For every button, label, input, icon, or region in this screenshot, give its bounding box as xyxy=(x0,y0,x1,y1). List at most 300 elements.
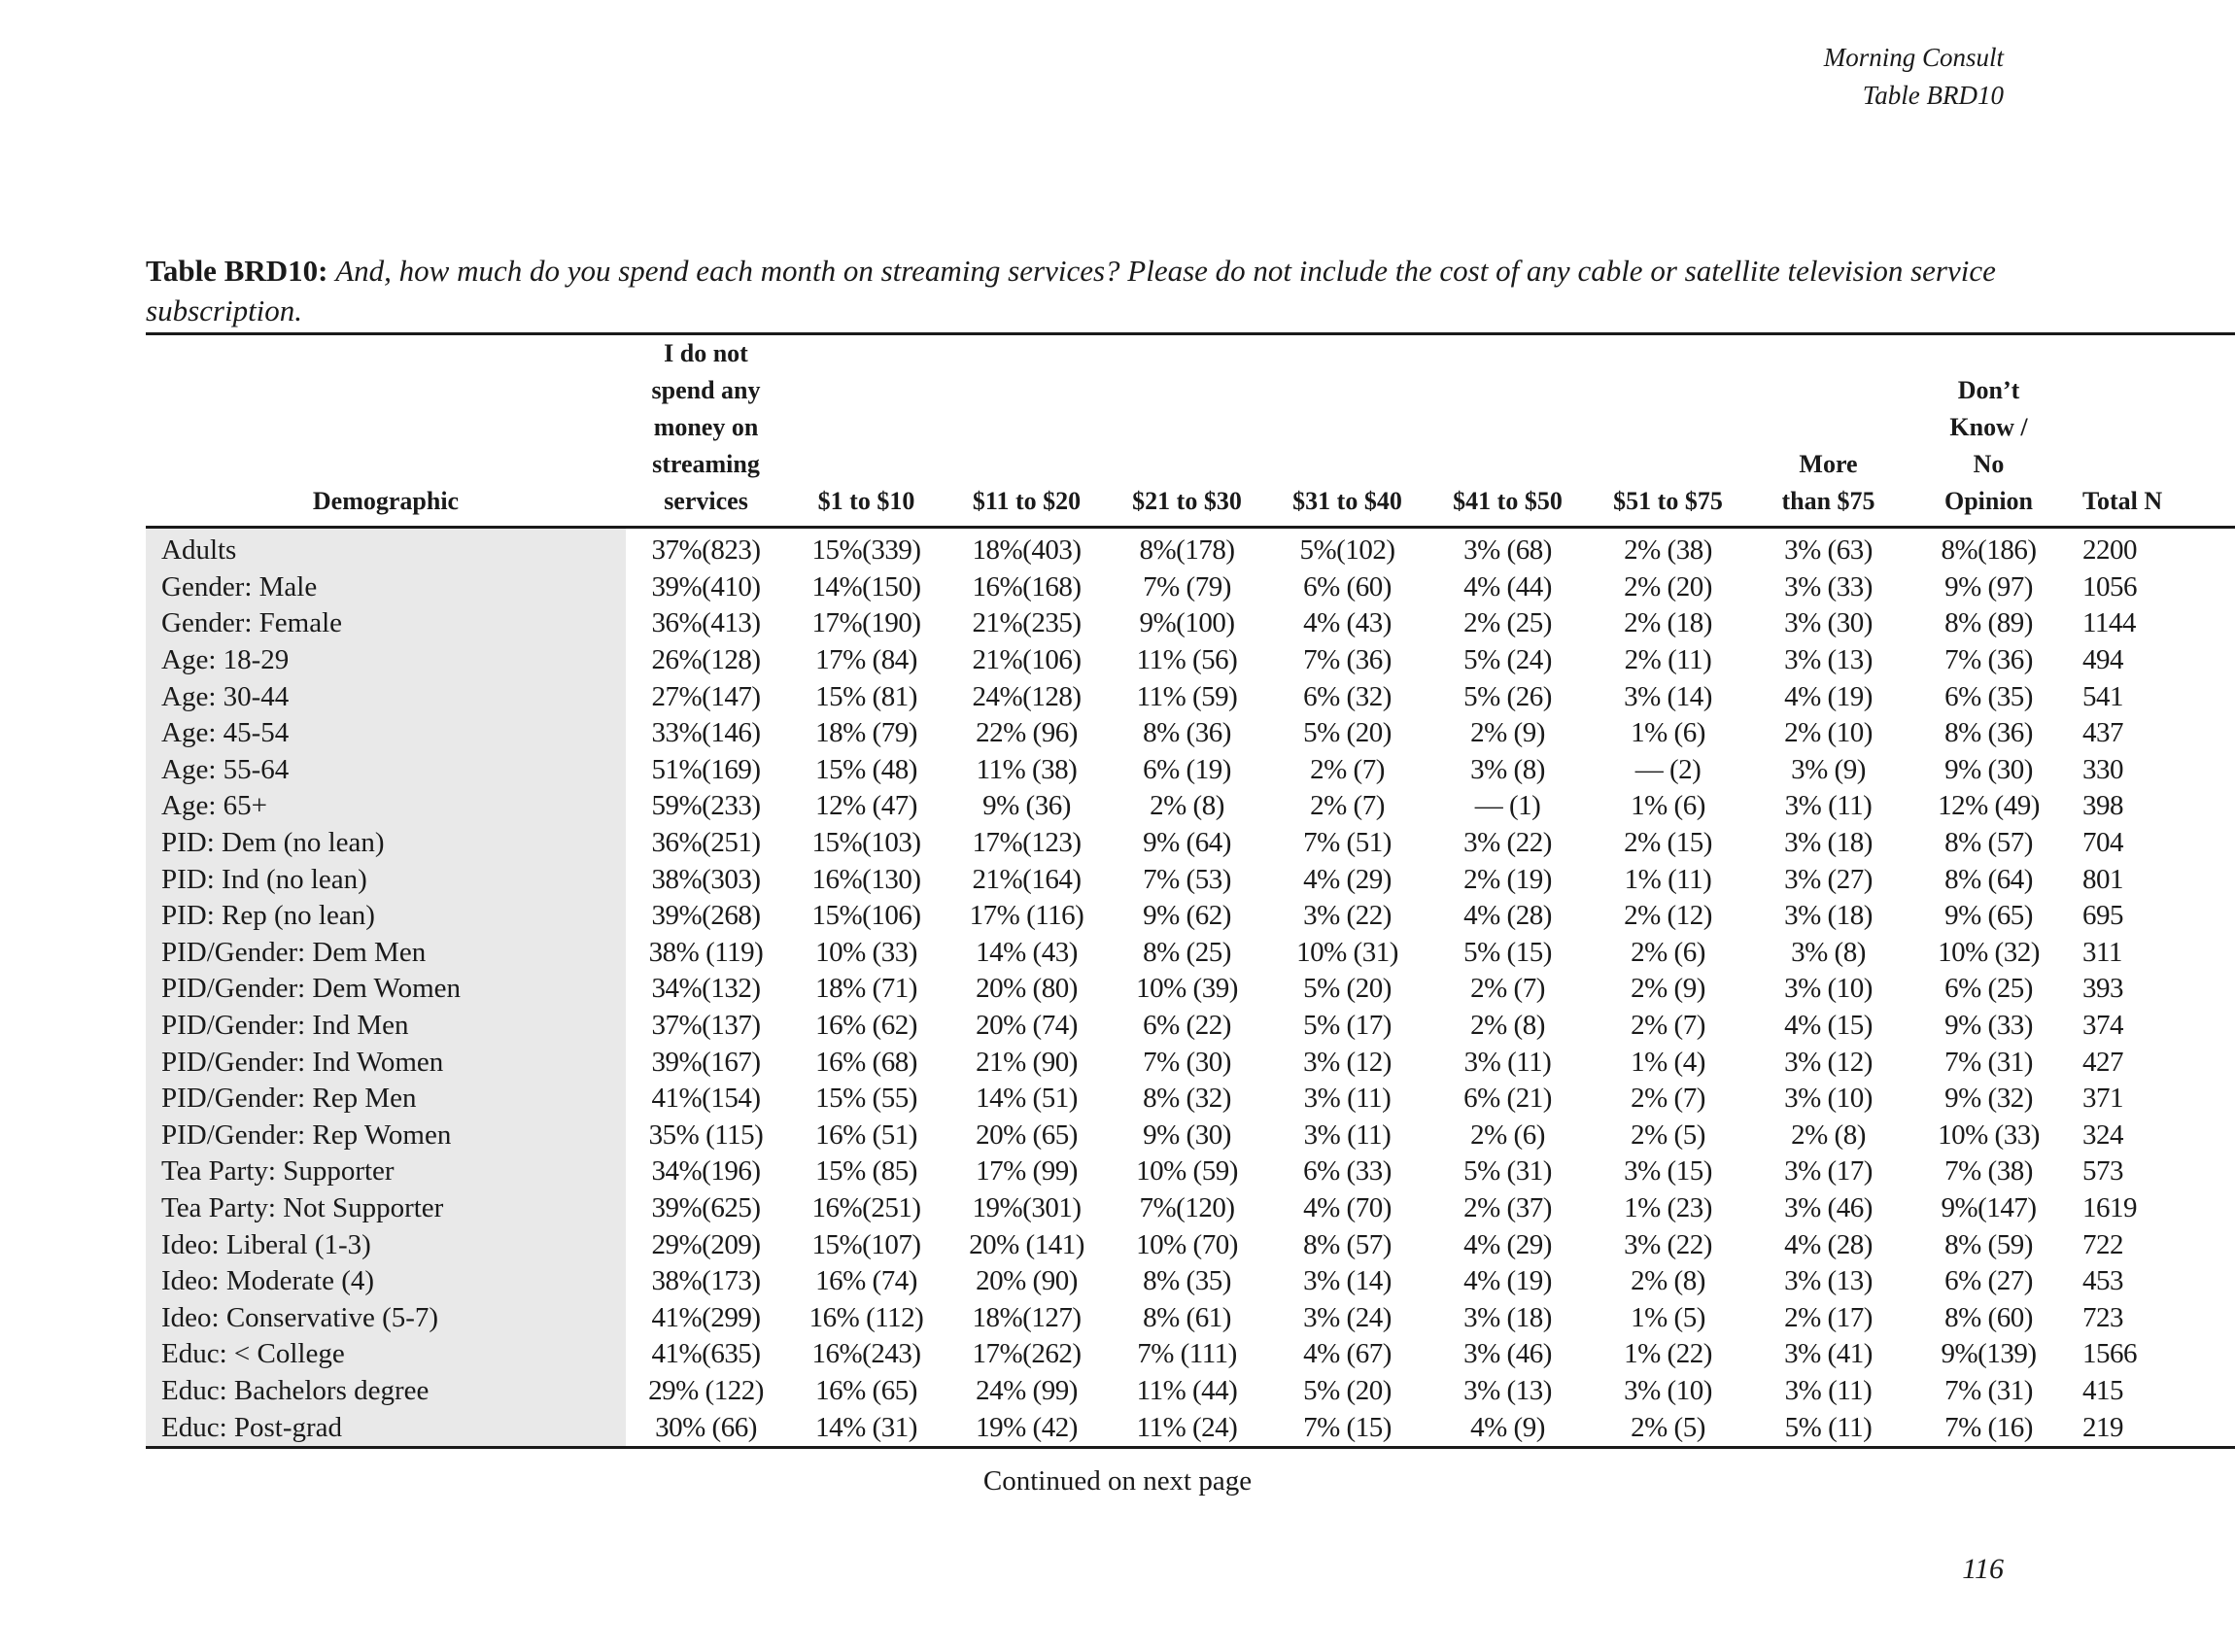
table-cell: 18% (71) xyxy=(815,973,917,1005)
table-row xyxy=(146,1263,2235,1300)
table-cell: 1144 xyxy=(2082,607,2136,639)
row-label: Gender: Male xyxy=(146,569,626,606)
table-cell: 2% (38) xyxy=(1624,534,1712,567)
table-cell: 704 xyxy=(2082,827,2123,859)
table-cell: 415 xyxy=(2082,1374,2123,1406)
table-cell: 16% (112) xyxy=(808,1301,924,1333)
table-cell: 393 xyxy=(2082,973,2123,1005)
row-label: Age: 18-29 xyxy=(146,642,626,679)
table-cell: 9% (32) xyxy=(1944,1083,2033,1115)
table-cell: 7% (51) xyxy=(1303,827,1392,859)
table-cell: 1% (6) xyxy=(1631,717,1705,749)
table-title-question: And, how much do you spend each month on streaming services? Please do not include the cost of any cable or satellite television service subscription. xyxy=(146,254,1996,327)
table-cell: 2% (6) xyxy=(1631,936,1705,968)
table-cell: 11% (38) xyxy=(976,753,1078,785)
table-cell: 30% (66) xyxy=(626,1409,786,1447)
table-row xyxy=(146,605,2235,642)
table-cell: 427 xyxy=(2082,1046,2123,1078)
table-cell: 723 xyxy=(2082,1301,2123,1333)
table-cell: 7% (15) xyxy=(1267,1409,1427,1447)
table-cell: 3% (13) xyxy=(1463,1374,1552,1406)
table-cell: 18%(127) xyxy=(972,1301,1082,1333)
table-cell: 10% (39) xyxy=(1136,973,1238,1005)
row-label: Ideo: Liberal (1-3) xyxy=(146,1226,626,1263)
table-cell: 7% (79) xyxy=(1143,570,1231,602)
table-cell: 4% (28) xyxy=(1463,900,1552,932)
table-cell: 37%(137) xyxy=(651,1010,761,1042)
table-cell: 5% (11) xyxy=(1748,1409,1908,1447)
table-cell: 3% (46) xyxy=(1463,1338,1552,1370)
table-cell: 3% (46) xyxy=(1784,1191,1873,1223)
table-cell: 9% (33) xyxy=(1944,1010,2033,1042)
table-cell: 15%(103) xyxy=(811,827,921,859)
table-cell: 8% (57) xyxy=(1303,1228,1392,1260)
row-label: PID/Gender: Dem Women xyxy=(146,971,626,1008)
table-cell: 3% (12) xyxy=(1303,1046,1392,1078)
table-cell: 6% (32) xyxy=(1303,680,1392,712)
table-cell: 20% (90) xyxy=(976,1265,1078,1297)
table-cell: 14% (31) xyxy=(786,1409,946,1447)
table-cell: 3% (13) xyxy=(1784,644,1873,676)
table-cell: 11% (59) xyxy=(1136,680,1238,712)
table-cell: 4% (29) xyxy=(1463,1228,1552,1260)
table-cell: 1% (23) xyxy=(1624,1191,1712,1223)
table-cell: 38%(303) xyxy=(651,863,761,895)
table-cell: 6% (35) xyxy=(1944,680,2033,712)
table-cell: 4% (44) xyxy=(1463,570,1552,602)
table-cell: 10% (70) xyxy=(1136,1228,1238,1260)
table-cell: 16% (51) xyxy=(815,1119,917,1151)
table-cell: 2% (20) xyxy=(1624,570,1712,602)
table-cell: 1% (11) xyxy=(1624,863,1712,895)
header-company: Morning Consult xyxy=(1823,43,2004,72)
row-label: PID/Gender: Rep Men xyxy=(146,1081,626,1118)
table-cell: 10% (31) xyxy=(1296,936,1398,968)
table-cell: 3% (8) xyxy=(1470,753,1545,785)
table-cell: 9% (64) xyxy=(1143,827,1231,859)
table-cell: 4% (43) xyxy=(1303,607,1392,639)
table-cell: 4% (15) xyxy=(1784,1010,1873,1042)
table-cell: 8% (36) xyxy=(1944,717,2033,749)
table-cell: 19%(301) xyxy=(972,1191,1082,1223)
table-cell: 5% (20) xyxy=(1303,1374,1392,1406)
table-cell: 20% (65) xyxy=(976,1119,1078,1151)
table-cell: 7% (36) xyxy=(1944,644,2033,676)
table-cell: 3% (63) xyxy=(1784,534,1873,567)
table-cell: 8% (57) xyxy=(1944,827,2033,859)
table-row xyxy=(146,1409,2235,1447)
column-header: $11 to $20 xyxy=(946,334,1107,528)
table-cell: 51%(169) xyxy=(651,753,761,785)
table-row xyxy=(146,788,2235,825)
row-label: Adults xyxy=(146,528,626,569)
row-label: Tea Party: Not Supporter xyxy=(146,1190,626,1227)
table-cell: 59%(233) xyxy=(651,790,761,822)
table-cell: 3% (41) xyxy=(1784,1338,1873,1370)
row-label: Educ: Post-grad xyxy=(146,1409,626,1447)
table-cell: 3% (22) xyxy=(1624,1228,1712,1260)
table-cell: 15%(339) xyxy=(811,534,921,567)
table-cell: 17%(123) xyxy=(972,827,1082,859)
table-cell: 17% (99) xyxy=(976,1155,1078,1187)
table-cell: 5% (20) xyxy=(1303,973,1392,1005)
row-label: Ideo: Conservative (5-7) xyxy=(146,1299,626,1336)
column-header: Total N xyxy=(2069,334,2235,528)
column-header: Demographic xyxy=(146,334,626,528)
column-header: $31 to $40 xyxy=(1267,334,1427,528)
table-row xyxy=(146,825,2235,862)
page-number: 116 xyxy=(1962,1553,2004,1585)
table-cell: 2% (8) xyxy=(1150,790,1224,822)
table-cell: 5% (20) xyxy=(1303,717,1392,749)
column-header: More than $75 xyxy=(1748,334,1908,528)
table-cell: 7% (16) xyxy=(1908,1409,2069,1447)
table-cell: 9%(100) xyxy=(1139,607,1235,639)
table-cell: 38%(173) xyxy=(651,1265,761,1297)
table-cell: 34%(196) xyxy=(651,1155,761,1187)
row-label: Educ: < College xyxy=(146,1336,626,1373)
table-cell: 16%(251) xyxy=(811,1191,921,1223)
table-cell: 2% (8) xyxy=(1791,1119,1866,1151)
table-row xyxy=(146,569,2235,606)
table-row xyxy=(146,642,2235,679)
table-cell: 17%(190) xyxy=(811,607,921,639)
table-cell: 10% (33) xyxy=(1938,1119,2040,1151)
table-cell: 3% (10) xyxy=(1784,973,1873,1005)
table-cell: 6% (21) xyxy=(1463,1083,1552,1115)
row-label: Age: 30-44 xyxy=(146,678,626,715)
table-cell: 453 xyxy=(2082,1265,2123,1297)
table-cell: 2% (7) xyxy=(1470,973,1545,1005)
table-cell: 8% (61) xyxy=(1143,1301,1231,1333)
table-cell: 5%(102) xyxy=(1299,534,1395,567)
table-cell: 8% (89) xyxy=(1944,607,2033,639)
table-cell: 3% (30) xyxy=(1784,607,1873,639)
table-row xyxy=(146,1118,2235,1154)
table-cell: 9% (36) xyxy=(982,790,1071,822)
table-cell: 4% (19) xyxy=(1463,1265,1552,1297)
table-row xyxy=(146,971,2235,1008)
table-cell: 1619 xyxy=(2082,1191,2137,1223)
table-cell: 7% (53) xyxy=(1143,863,1231,895)
table-cell: 39%(167) xyxy=(651,1046,761,1078)
table-cell: 6% (27) xyxy=(1944,1265,2033,1297)
table-cell: 3% (10) xyxy=(1624,1374,1712,1406)
table-cell: 722 xyxy=(2082,1228,2123,1260)
table-cell: 20% (80) xyxy=(976,973,1078,1005)
table-cell: 324 xyxy=(2082,1119,2123,1151)
table-cell: 17% (84) xyxy=(815,644,917,676)
table-cell: 541 xyxy=(2082,680,2123,712)
column-header: $21 to $30 xyxy=(1107,334,1267,528)
table-cell: 8% (60) xyxy=(1944,1301,2033,1333)
table-cell: 10% (33) xyxy=(815,936,917,968)
crosstab-table-container xyxy=(146,332,2163,1449)
table-cell: 3% (14) xyxy=(1624,680,1712,712)
table-cell: 2% (19) xyxy=(1463,863,1552,895)
table-title-label: Table BRD10: xyxy=(146,254,328,288)
row-label: PID/Gender: Ind Men xyxy=(146,1008,626,1045)
table-cell: 8%(178) xyxy=(1139,534,1235,567)
table-cell: 38% (119) xyxy=(648,936,764,968)
header-table-ref: Table BRD10 xyxy=(1862,81,2004,110)
table-cell: 1% (6) xyxy=(1631,790,1705,822)
table-cell: 8% (64) xyxy=(1944,863,2033,895)
row-label: Age: 65+ xyxy=(146,788,626,825)
table-cell: 39%(625) xyxy=(651,1191,761,1223)
row-label: PID/Gender: Ind Women xyxy=(146,1044,626,1081)
table-cell: 3% (22) xyxy=(1303,900,1392,932)
table-cell: 3% (15) xyxy=(1624,1155,1712,1187)
table-cell: 8% (36) xyxy=(1143,717,1231,749)
column-header: Don’t Know / No Opinion xyxy=(1908,334,2069,528)
row-label: PID: Dem (no lean) xyxy=(146,825,626,862)
table-cell: 5% (26) xyxy=(1463,680,1552,712)
table-cell: 1% (22) xyxy=(1624,1338,1712,1370)
table-cell: 16% (62) xyxy=(815,1010,917,1042)
table-cell: 22% (96) xyxy=(976,717,1078,749)
row-label: Ideo: Moderate (4) xyxy=(146,1263,626,1300)
table-cell: 36%(413) xyxy=(651,607,761,639)
table-cell: 15% (81) xyxy=(815,680,917,712)
table-cell: 17%(262) xyxy=(972,1338,1082,1370)
table-cell: 3% (11) xyxy=(1784,1374,1873,1406)
row-label: PID: Rep (no lean) xyxy=(146,898,626,935)
table-row xyxy=(146,1336,2235,1373)
table-cell: 3% (9) xyxy=(1791,753,1866,785)
table-cell: 311 xyxy=(2082,936,2122,968)
table-cell: 9% (30) xyxy=(1143,1119,1231,1151)
table-row xyxy=(146,1190,2235,1227)
table-cell: 2% (11) xyxy=(1624,644,1712,676)
column-header: $51 to $75 xyxy=(1588,334,1748,528)
table-cell: 494 xyxy=(2082,644,2123,676)
table-row xyxy=(146,898,2235,935)
table-cell: 7% (31) xyxy=(1944,1046,2033,1078)
table-cell: 3% (14) xyxy=(1303,1265,1392,1297)
table-cell: 5% (24) xyxy=(1463,644,1552,676)
table-cell: 330 xyxy=(2082,753,2123,785)
table-cell: — (2) xyxy=(1634,753,1702,785)
table-cell: 24%(128) xyxy=(972,680,1082,712)
table-cell: 10% (59) xyxy=(1136,1155,1238,1187)
table-cell: 27%(147) xyxy=(651,680,761,712)
table-cell: 8% (32) xyxy=(1143,1083,1231,1115)
table-cell: 2% (37) xyxy=(1463,1191,1552,1223)
table-cell: 16% (74) xyxy=(815,1265,917,1297)
table-cell: 4% (19) xyxy=(1784,680,1873,712)
table-cell: 6% (25) xyxy=(1944,973,2033,1005)
table-cell: 2% (5) xyxy=(1588,1409,1748,1447)
table-cell: 2% (8) xyxy=(1631,1265,1705,1297)
table-row xyxy=(146,528,2235,569)
table-cell: 1566 xyxy=(2082,1338,2137,1370)
table-cell: 24% (99) xyxy=(976,1374,1078,1406)
table-cell: 219 xyxy=(2069,1409,2235,1447)
table-cell: 437 xyxy=(2082,717,2123,749)
row-label: PID: Ind (no lean) xyxy=(146,861,626,898)
table-cell: 3% (8) xyxy=(1791,936,1866,968)
table-cell: 19% (42) xyxy=(946,1409,1107,1447)
table-cell: 3% (68) xyxy=(1463,534,1552,567)
table-cell: 8%(186) xyxy=(1941,534,2037,567)
table-cell: 15%(106) xyxy=(811,900,921,932)
table-cell: 20% (74) xyxy=(976,1010,1078,1042)
column-header: I do not spend any money on streaming services xyxy=(626,334,786,528)
table-cell: 15%(107) xyxy=(811,1228,921,1260)
table-cell: 695 xyxy=(2082,900,2123,932)
table-cell: 14%(150) xyxy=(811,570,921,602)
table-cell: 9% (62) xyxy=(1143,900,1231,932)
table-cell: 12% (49) xyxy=(1938,790,2040,822)
row-label: Tea Party: Supporter xyxy=(146,1153,626,1190)
table-row xyxy=(146,752,2235,789)
table-cell: 2% (7) xyxy=(1310,753,1385,785)
table-cell: 18%(403) xyxy=(972,534,1082,567)
table-cell: 21% (90) xyxy=(976,1046,1078,1078)
table-body xyxy=(146,528,2235,1448)
table-cell: 8% (59) xyxy=(1944,1228,2033,1260)
table-cell: 4% (70) xyxy=(1303,1191,1392,1223)
table-cell: 41%(154) xyxy=(651,1083,761,1115)
table-cell: 11% (56) xyxy=(1136,644,1238,676)
table-cell: 3% (22) xyxy=(1463,827,1552,859)
table-cell: — (1) xyxy=(1474,790,1541,822)
table-cell: 17% (116) xyxy=(969,900,1084,932)
table-cell: 371 xyxy=(2082,1083,2123,1115)
table-cell: 18% (79) xyxy=(815,717,917,749)
table-cell: 3% (11) xyxy=(1303,1083,1392,1115)
table-cell: 34%(132) xyxy=(651,973,761,1005)
table-cell: 7% (111) xyxy=(1137,1338,1237,1370)
table-cell: 5% (31) xyxy=(1463,1155,1552,1187)
table-cell: 9%(139) xyxy=(1941,1338,2037,1370)
table-cell: 8% (35) xyxy=(1143,1265,1231,1297)
table-cell: 4% (9) xyxy=(1427,1409,1588,1447)
table-cell: 3% (18) xyxy=(1784,900,1873,932)
crosstab-table xyxy=(146,332,2235,1449)
table-row xyxy=(146,861,2235,898)
row-label: Age: 45-54 xyxy=(146,715,626,752)
table-cell: 33%(146) xyxy=(651,717,761,749)
table-cell: 398 xyxy=(2082,790,2123,822)
table-cell: 2% (12) xyxy=(1624,900,1712,932)
table-row xyxy=(146,1044,2235,1081)
table-cell: 15% (85) xyxy=(815,1155,917,1187)
table-cell: 7%(120) xyxy=(1139,1191,1235,1223)
table-cell: 3% (11) xyxy=(1784,790,1873,822)
table-cell: 3% (27) xyxy=(1784,863,1873,895)
table-cell: 36%(251) xyxy=(651,827,761,859)
table-cell: 11% (44) xyxy=(1136,1374,1238,1406)
table-cell: 2% (18) xyxy=(1624,607,1712,639)
table-cell: 9% (97) xyxy=(1944,570,2033,602)
table-cell: 573 xyxy=(2082,1155,2123,1187)
table-cell: 29% (122) xyxy=(648,1374,764,1406)
table-cell: 9% (65) xyxy=(1944,900,2033,932)
table-cell: 16%(243) xyxy=(811,1338,921,1370)
table-cell: 7% (30) xyxy=(1143,1046,1231,1078)
table-cell: 8% (25) xyxy=(1143,936,1231,968)
table-cell: 35% (115) xyxy=(648,1119,764,1151)
table-row xyxy=(146,1008,2235,1045)
table-row xyxy=(146,678,2235,715)
table-cell: 6% (19) xyxy=(1143,753,1231,785)
row-label: Educ: Bachelors degree xyxy=(146,1373,626,1410)
table-cell: 26%(128) xyxy=(651,644,761,676)
table-cell: 4% (29) xyxy=(1303,863,1392,895)
table-cell: 2200 xyxy=(2082,534,2137,567)
table-cell: 3% (10) xyxy=(1784,1083,1873,1115)
table-cell: 2% (8) xyxy=(1470,1010,1545,1042)
table-cell: 3% (24) xyxy=(1303,1301,1392,1333)
table-cell: 16% (65) xyxy=(815,1374,917,1406)
table-cell: 29%(209) xyxy=(651,1228,761,1260)
table-row xyxy=(146,1153,2235,1190)
table-cell: 39%(268) xyxy=(651,900,761,932)
table-cell: 2% (10) xyxy=(1784,717,1873,749)
table-cell: 3% (12) xyxy=(1784,1046,1873,1078)
table-cell: 5% (15) xyxy=(1463,936,1552,968)
table-cell: 7% (36) xyxy=(1303,644,1392,676)
row-label: Gender: Female xyxy=(146,605,626,642)
table-cell: 6% (33) xyxy=(1303,1155,1392,1187)
row-label: Age: 55-64 xyxy=(146,752,626,789)
table-cell: 2% (5) xyxy=(1631,1119,1705,1151)
table-cell: 4% (28) xyxy=(1784,1228,1873,1260)
table-cell: 4% (67) xyxy=(1303,1338,1392,1370)
table-cell: 20% (141) xyxy=(969,1228,1084,1260)
table-cell: 21%(106) xyxy=(972,644,1082,676)
table-cell: 2% (9) xyxy=(1470,717,1545,749)
table-cell: 21%(164) xyxy=(972,863,1082,895)
table-cell: 3% (11) xyxy=(1463,1046,1552,1078)
table-cell: 374 xyxy=(2082,1010,2123,1042)
table-title xyxy=(146,251,2012,330)
table-cell: 14% (51) xyxy=(976,1083,1078,1115)
table-cell: 2% (6) xyxy=(1470,1119,1545,1151)
table-cell: 1% (4) xyxy=(1631,1046,1705,1078)
table-cell: 14% (43) xyxy=(976,936,1078,968)
table-cell: 9% (30) xyxy=(1944,753,2033,785)
table-cell: 5% (17) xyxy=(1303,1010,1392,1042)
table-cell: 801 xyxy=(2082,863,2123,895)
continued-note: Continued on next page xyxy=(982,1465,1253,1497)
table-cell: 3% (13) xyxy=(1784,1265,1873,1297)
table-cell: 37%(823) xyxy=(651,534,761,567)
table-cell: 2% (7) xyxy=(1631,1083,1705,1115)
table-row xyxy=(146,1226,2235,1263)
table-cell: 15% (48) xyxy=(815,753,917,785)
table-cell: 39%(410) xyxy=(651,570,761,602)
table-cell: 2% (25) xyxy=(1463,607,1552,639)
table-row xyxy=(146,1373,2235,1410)
row-label: PID/Gender: Rep Women xyxy=(146,1118,626,1154)
table-cell: 2% (15) xyxy=(1624,827,1712,859)
table-row xyxy=(146,715,2235,752)
row-label: PID/Gender: Dem Men xyxy=(146,935,626,972)
column-header: $41 to $50 xyxy=(1427,334,1588,528)
table-cell: 15% (55) xyxy=(815,1083,917,1115)
table-cell: 41%(635) xyxy=(651,1338,761,1370)
table-cell: 16% (68) xyxy=(815,1046,917,1078)
table-cell: 7% (31) xyxy=(1944,1374,2033,1406)
table-row xyxy=(146,935,2235,972)
table-cell: 1% (5) xyxy=(1631,1301,1705,1333)
table-cell: 16%(130) xyxy=(811,863,921,895)
table-cell: 10% (32) xyxy=(1938,936,2040,968)
table-cell: 2% (17) xyxy=(1784,1301,1873,1333)
